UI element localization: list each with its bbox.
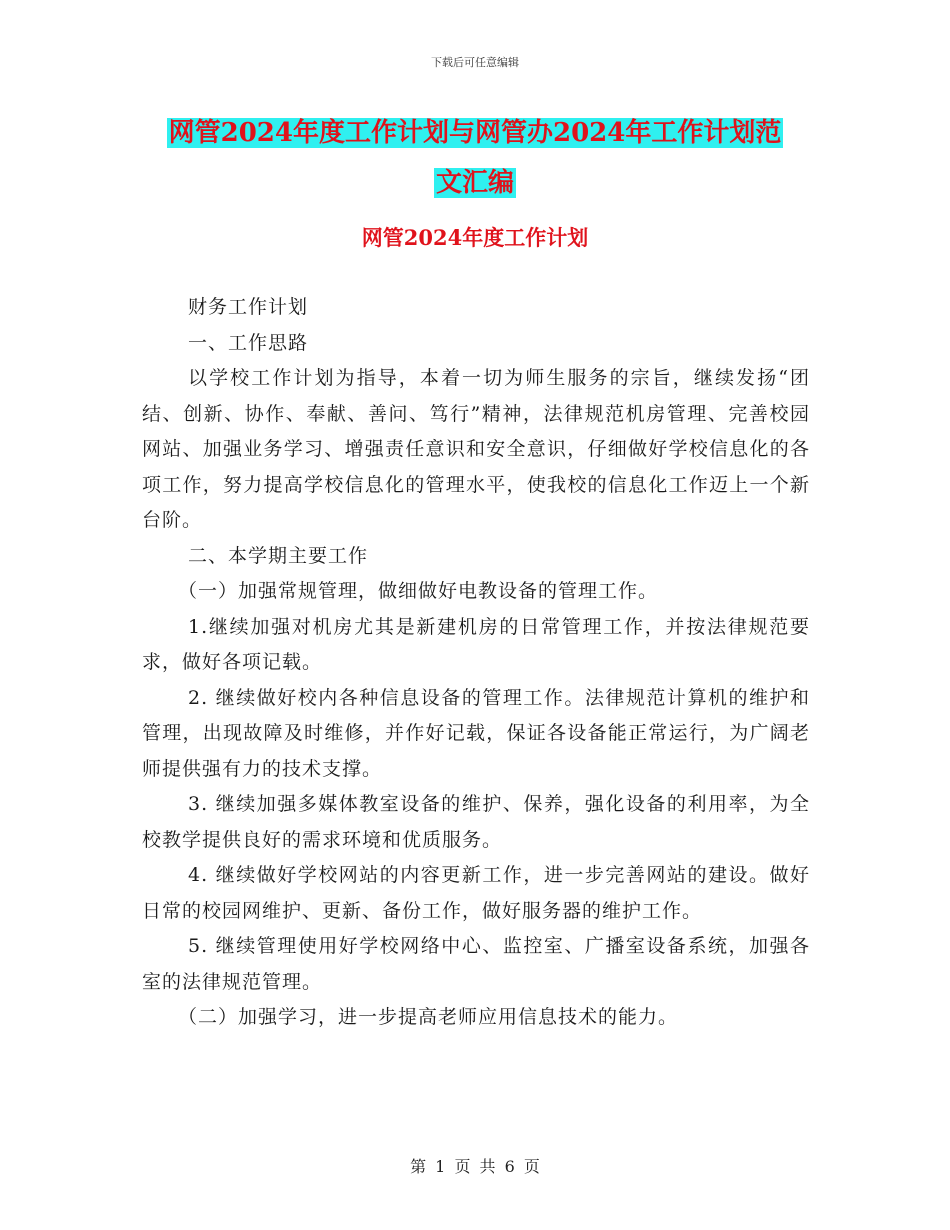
document-title-line-1: 网管2024年度工作计划与网管办2024年工作计划范	[168, 118, 782, 148]
paragraph: 以学校工作计划为指导，本着一切为师生服务的宗旨，继续发扬“团结、创新、协作、奉献、善问、笃行”精神，法律规范机房管理、完善校园网站、加强业务学习、增强责任意识和安全意识，仔细做好学校信息化的各项工作，努力提高学校信息化的管理水平，使我校的信息化工作迈上一个新台阶。	[142, 367, 810, 531]
header-note: 下载后可任意编辑	[431, 56, 519, 69]
paragraph: 5. 继续管理使用好学校网络中心、监控室、广播室设备系统，加强各室的法律规范管理。	[142, 935, 810, 993]
section-title: 网管2024年度工作计划	[361, 225, 589, 250]
paragraph: 1.继续加强对机房尤其是新建机房的日常管理工作，并按法律规范要求，做好各项记载。	[142, 615, 810, 673]
document-title-line-2: 文汇编	[435, 168, 514, 198]
document-title	[150, 108, 800, 208]
paragraph: 3. 继续加强多媒体教室设备的维护、保养，强化设备的利用率，为全校教学提供良好的需求环境和优质服务。	[142, 793, 810, 851]
paragraph: （一）加强常规管理，做细做好电教设备的管理工作。	[178, 580, 659, 602]
paragraph: 财务工作计划	[188, 296, 309, 318]
paragraph: 4. 继续做好学校网站的内容更新工作，进一步完善网站的建设。做好日常的校园网维护、更新、备份工作，做好服务器的维护工作。	[142, 864, 810, 922]
paragraph: （二）加强学习，进一步提高老师应用信息技术的能力。	[178, 1006, 679, 1028]
paragraph: 2. 继续做好校内各种信息设备的管理工作。法律规范计算机的维护和管理，出现故障及时维修，并作好记载，保证各设备能正常运行，为广阔老师提供强有力的技术支撑。	[142, 686, 810, 780]
paragraph: 二、本学期主要工作	[188, 544, 369, 567]
page-number: 第 1 页 共 6 页	[410, 1157, 540, 1176]
document-body	[142, 290, 810, 1036]
paragraph: 一、工作思路	[188, 331, 309, 354]
